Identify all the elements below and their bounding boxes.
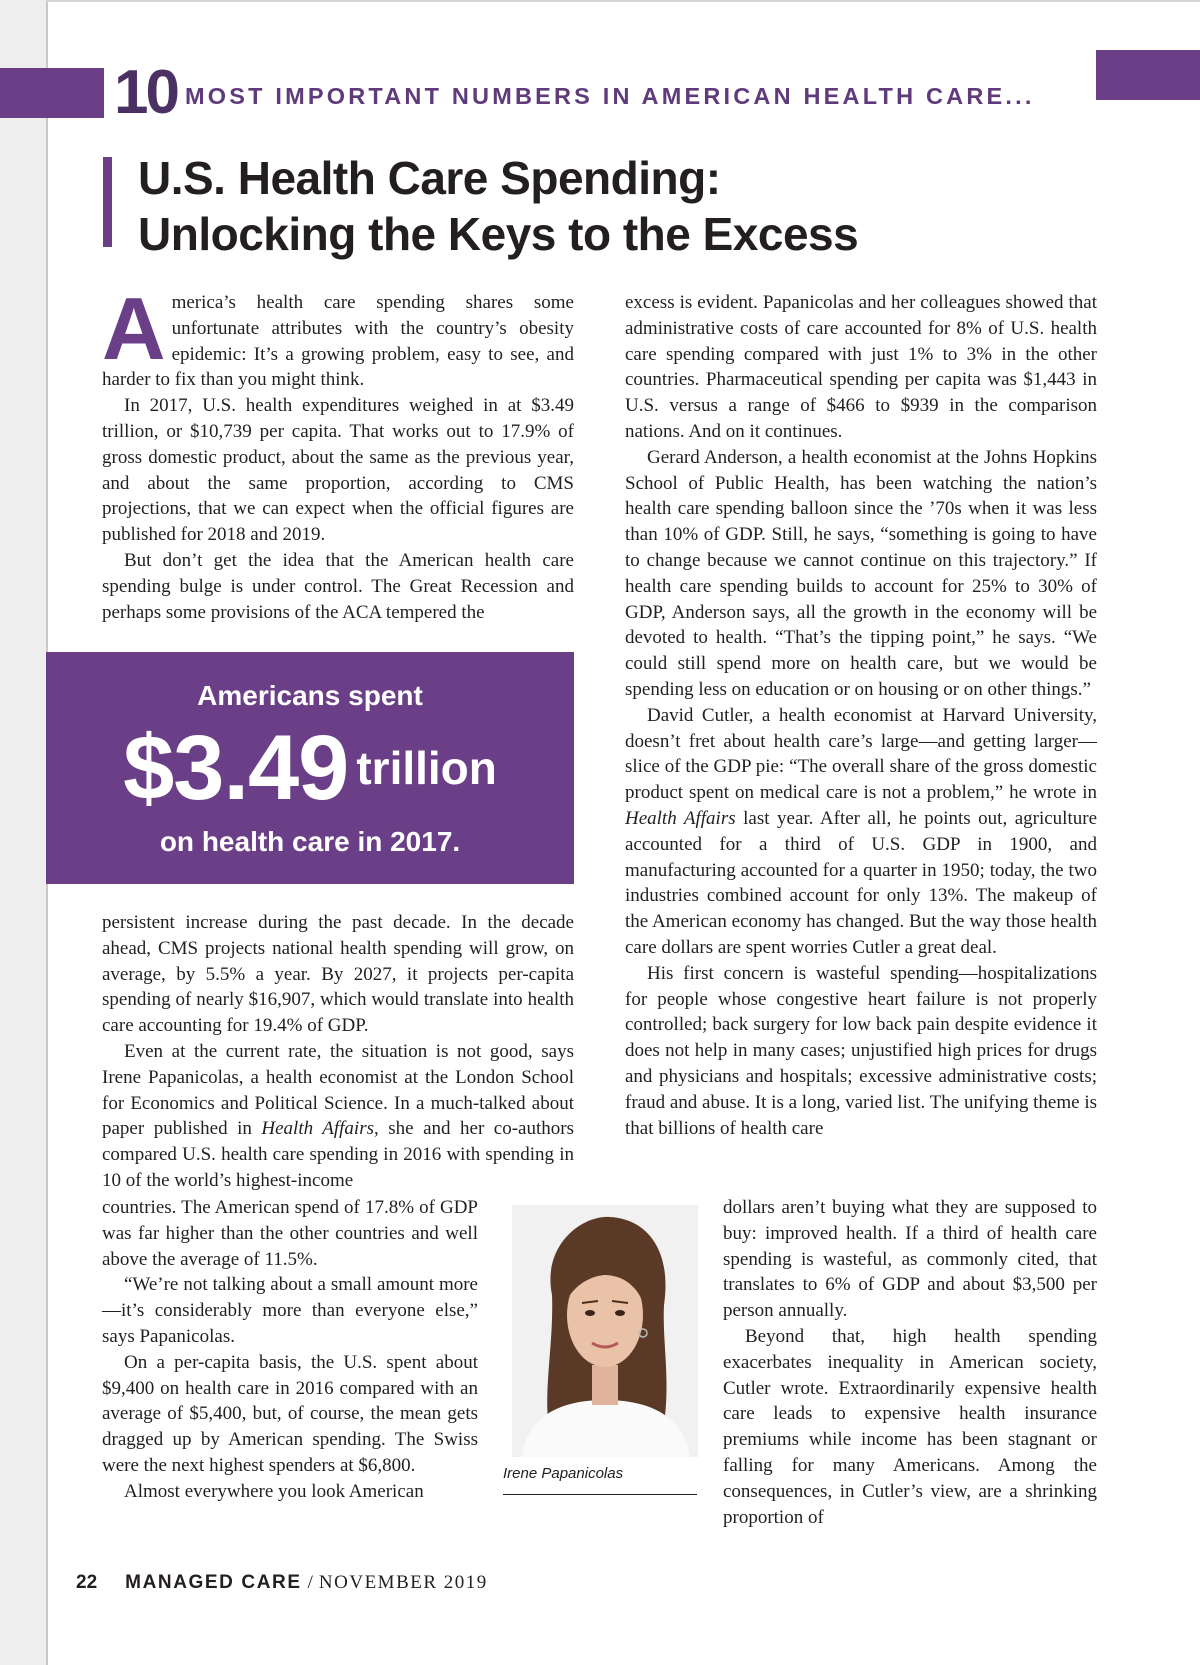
- paragraph: countries. The American spend of 17.8% of GDP was far higher than the other countries and well above the average of 11.5%.: [102, 1197, 478, 1270]
- paragraph: Gerard Anderson, a health economist at the Johns Hopkins School of Public Health, has been watching the nation’s health care spending balloon since the ’70s when it was less than 10% of GDP. Still, he says, “something is going to have to change because we cannot continue on this trajectory.” If health care spending builds to account for 25% to 30% of GDP, Anderson says, all the growth in the economy will be devoted to health. “That’s the tipping point,” he says. “We could still spend more on health care, but we would be spending less on education or on housing or on other things.”: [625, 446, 1097, 700]
- paragraph: “We’re not talking about a small amount more—it’s considerably more than everyone else,” says Papanicolas.: [102, 1274, 478, 1347]
- portrait-photo: [512, 1205, 698, 1457]
- top-rule: [46, 0, 1200, 2]
- page-edge: [0, 0, 48, 1665]
- page-footer: [76, 1572, 488, 1594]
- right-column-bottom: [723, 1195, 1097, 1530]
- paragraph: Beyond that, high health spending exacerbates inequality in American society, Cutler wrote. Extraordinarily expensive health care leads to expensive health insurance premiums while income has been stagnant or falling for many Americans. Among the consequences, in Cutler’s view, are a shrinking proportion of: [723, 1325, 1097, 1528]
- article-title: [138, 150, 1138, 262]
- title-accent-bar: [103, 157, 112, 247]
- pull-quote-unit: trillion: [356, 742, 497, 794]
- pull-quote-bottom: on health care in 2017.: [159, 826, 461, 857]
- photo-caption: Irene Papanicolas: [503, 1465, 624, 1482]
- paragraph: But don’t get the idea that the American health care spending bulge is under control. The Great Recession and perhaps some provisions of the ACA tempered the: [102, 549, 574, 623]
- section-header: [104, 50, 1096, 127]
- paragraph: David Cutler, a health economist at Harvard University, doesn’t fret about health care’s large—and getting larger—slice of the GDP pie: “The overall share of the gross domestic product spent on medical care is not a problem,” he wrote in Health Affairs last year. After all, he points out, agriculture accounted for a third of U.S. GDP in 1900, and manufacturing accounted for a quarter in 1950; today, the two industries combined account for only 13%. The makeup of the American economy has changed. But the way those health care dollars are spent worries Cutler a great deal.: [625, 704, 1097, 958]
- section-title: MOST IMPORTANT NUMBERS IN AMERICAN HEALTH CARE...: [184, 83, 1035, 109]
- paragraph: excess is evident. Papanicolas and her colleagues showed that administrative costs of care accounted for 8% of U.S. health care spending compared with just 1% to 3% in the other countries. Pharmaceutical spending per capita was $1,443 in U.S. versus a range of $466 to $939 in the comparison nations. And on it continues.: [625, 292, 1097, 442]
- pull-quote-top: Americans spent: [197, 680, 423, 711]
- paragraph: On a per-capita basis, the U.S. spent about $9,400 on health care in 2016 compared with an average of $5,400, but, of course, the mean gets dragged up by American spending. The Swiss were the next highest spenders at $6,800.: [102, 1351, 478, 1476]
- page-number: 22: [76, 1572, 98, 1593]
- article-title-line-2: Unlocking the Keys to the Excess: [138, 208, 859, 260]
- header-band-right: [1096, 50, 1200, 100]
- publication-title: MANAGED CARE: [125, 1572, 302, 1593]
- paragraph: dollars aren’t buying what they are supposed to buy: improved health. If a third of health care spending is wasteful, as commonly cited, that translates to 6% of GDP and about $3,500 per person annually.: [723, 1197, 1097, 1322]
- pull-quote-figure: [46, 718, 574, 818]
- paragraph: His first concern is wasteful spending—hospitalizations for people whose congestive heart failure is not properly controlled; back surgery for low back pain despite evidence it does not help in many cases; unjustified high prices for drugs and physicians and hospitals; excessive administrative costs; fraud and abuse. It is a long, varied list. The unifying theme is that billions of health care: [625, 962, 1097, 1139]
- portrait-illustration: [512, 1205, 698, 1457]
- caption-rule: [503, 1494, 697, 1495]
- paragraph: Even at the current rate, the situation is not good, says Irene Papanicolas, a health economist at the London School for Economics and Political Science. In a much-talked about paper published in Health Affairs, she and her co-authors compared U.S. health care spending in 2016 with spending in 10 of the world’s highest-income: [102, 1040, 574, 1191]
- paragraph-text: merica’s health care spending shares some unfortunate attributes with the country’s obesity epidemic: It’s a growing problem, easy to see, and harder to fix than you might think.: [102, 292, 574, 391]
- issue-date: NOVEMBER 2019: [318, 1572, 488, 1593]
- paragraph: [102, 279, 574, 393]
- article-title-line-1: U.S. Health Care Spending:: [138, 152, 721, 204]
- footer-separator: /: [307, 1572, 313, 1593]
- left-column-bottom: [102, 1195, 478, 1505]
- paragraph: Almost everywhere you look American: [124, 1480, 424, 1502]
- paragraph: persistent increase during the past decade. In the decade ahead, CMS projects national health spending will grow, on average, by 5.5% a year. By 2027, it projects per-capita spending of nearly $16,907, which would translate into health care accounting for 19.4% of GDP.: [102, 912, 574, 1037]
- header-band-left: [0, 68, 104, 118]
- pull-quote-box: [46, 652, 574, 884]
- left-column-middle: [102, 910, 574, 1194]
- publication-name: Health Affairs: [261, 1118, 374, 1140]
- publication-name: Health Affairs: [625, 807, 736, 829]
- left-column-top: [102, 279, 574, 625]
- right-column-top: [625, 290, 1097, 1141]
- drop-cap: A: [102, 279, 166, 378]
- paragraph: In 2017, U.S. health expenditures weighed in at $3.49 trillion, or $10,739 per capita. That works out to 17.9% of gross domestic product, about the same as the previous year, and about the same proportion, according to CMS projections, that we can expect when the official figures are published for 2018 and 2019.: [102, 395, 574, 546]
- section-number: 10: [114, 58, 177, 127]
- pull-quote-amount: $3.49: [123, 717, 349, 819]
